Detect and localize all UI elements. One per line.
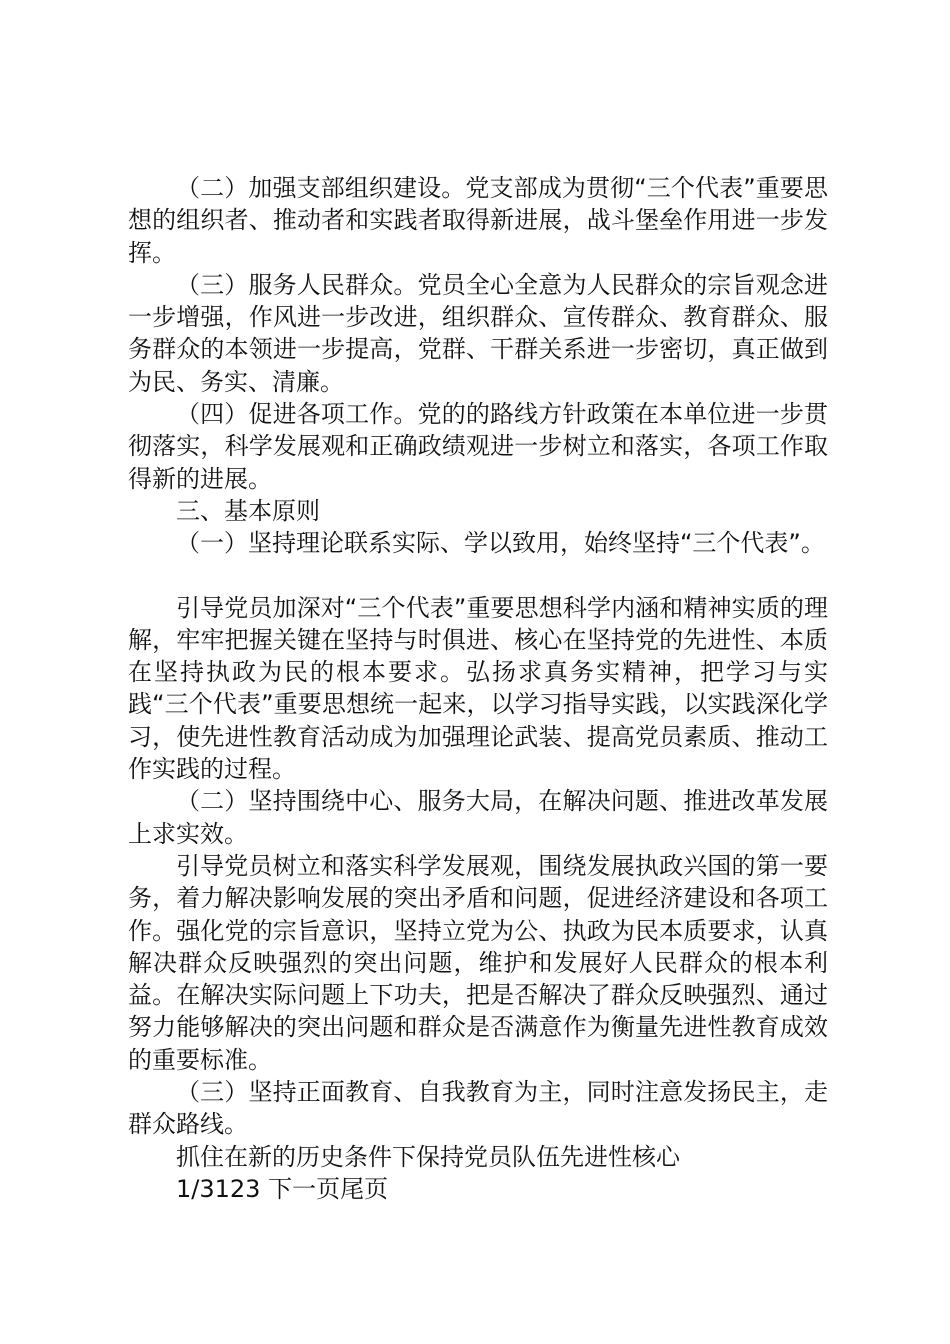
- pagination: [128, 1173, 828, 1205]
- document-body: [128, 172, 828, 1205]
- principle-one-heading: （一）坚持理论联系实际、学以致用，始终坚持“三个代表”。: [176, 529, 825, 558]
- paragraph-promote-work: （四）促进各项工作。党的的路线方针政策在本单位进一步贯彻落实，科学发展观和正确政绩观进一步树立和落实，各项工作取得新的进展。: [128, 400, 828, 493]
- paragraph-principle-two: 引导党员树立和落实科学发展观，围绕发展执政兴国的第一要务，着力解决影响发展的突出矛盾和问题，促进经济建设和各项工作。强化党的宗旨意识，坚持立党为公、执政为民本质要求，认真解决群众反映强烈的突出问题，维护和发展好人民群众的根本利益。在解决实际问题上下功夫，把是否解决了群众反映强烈、通过努力能够解决的突出问题和群众是否满意作为衡量先进性教育成效的重要标准。: [128, 851, 828, 1074]
- paragraph-core: 抓住在新的历史条件下保持党员队伍先进性核心: [176, 1142, 680, 1171]
- principle-two-heading: （二）坚持围绕中心、服务大局，在解决问题、推进改革发展上求实效。: [128, 787, 828, 848]
- paragraph-branch-building: （二）加强支部组织建设。党支部成为贯彻“三个代表”重要思想的组织者、推动者和实践者取得新进展，战斗堡垒作用进一步发挥。: [128, 174, 828, 267]
- paragraph-principle-one: 引导党员加深对“三个代表”重要思想科学内涵和精神实质的理解，牢牢把握关键在坚持与时俱进、核心在坚持党的先进性、本质在坚持执政为民的根本要求。弘扬求真务实精神，把学习与实践“三个代表”重要思想统一起来，以学习指导实践，以实践深化学习，使先进性教育活动成为加强理论武装、提高党员素质、推动工作实践的过程。: [128, 593, 828, 784]
- next-page-link[interactable]: 下一页: [268, 1174, 341, 1203]
- paragraph-serve-masses: （三）服务人民群众。党员全心全意为人民群众的宗旨观念进一步增强，作风进一步改进，组织群众、宣传群众、教育群众、服务群众的本领进一步提高，党群、干群关系进一步密切，真正做到为民、务实、清廉。: [128, 270, 828, 396]
- page-indicator: 1/3123: [176, 1174, 261, 1203]
- section-heading-principles: 三、基本原则: [176, 496, 320, 525]
- last-page-link[interactable]: 尾页: [340, 1174, 389, 1203]
- principle-three-heading: （三）坚持正面教育、自我教育为主，同时注意发扬民主，走群众路线。: [128, 1078, 828, 1139]
